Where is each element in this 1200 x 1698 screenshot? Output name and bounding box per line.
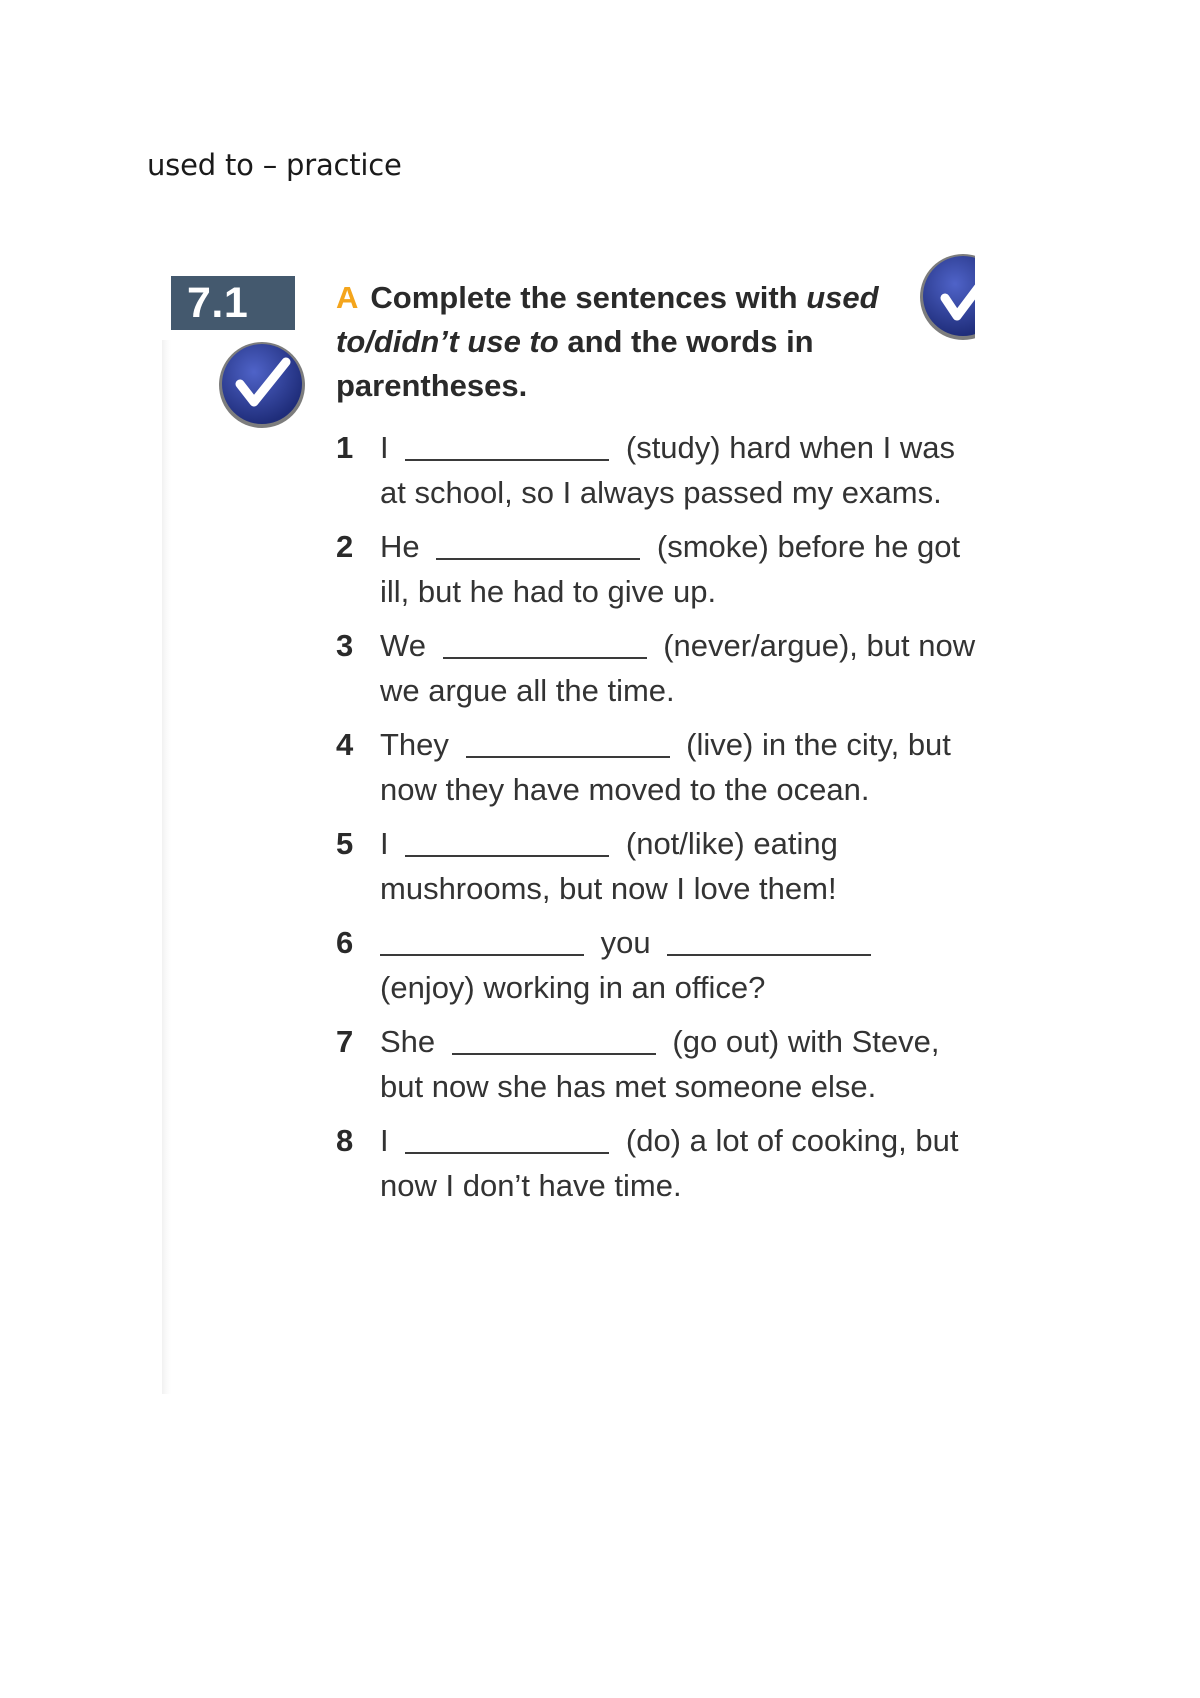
exercise-item-6	[336, 921, 976, 1010]
answer-blank[interactable]	[380, 924, 584, 956]
exercise-item-5	[336, 822, 976, 911]
item-text-before: She	[380, 1024, 436, 1059]
exercise-item-7	[336, 1020, 976, 1109]
checkmark-badge-icon	[216, 338, 308, 430]
answer-blank[interactable]	[405, 429, 609, 461]
exercise-items	[336, 426, 976, 1218]
exercise-instructions	[336, 276, 936, 408]
exercise-item-8	[336, 1119, 976, 1208]
exercise-item-4	[336, 723, 976, 812]
answer-blank[interactable]	[436, 528, 640, 560]
answer-blank[interactable]	[667, 924, 871, 956]
document-title: used to – practice	[147, 148, 402, 182]
instruction-text-2: and the words in parentheses.	[336, 324, 814, 403]
answer-blank[interactable]	[466, 726, 670, 758]
exercise-item-1	[336, 426, 976, 515]
item-number: 1	[336, 430, 354, 465]
item-text-after: (never/argue), but now we argue all the time.	[380, 628, 976, 708]
item-text-before: I	[380, 430, 389, 465]
item-number: 3	[336, 628, 354, 663]
item-number: 4	[336, 727, 354, 762]
item-number: 7	[336, 1024, 354, 1059]
answer-blank[interactable]	[405, 825, 609, 857]
item-text-before: He	[380, 529, 420, 564]
answer-blank[interactable]	[452, 1023, 656, 1055]
exercise-item-2	[336, 525, 976, 614]
item-number: 6	[336, 925, 354, 960]
exercise-panel	[162, 254, 976, 1394]
unit-number-badge: 7.1	[171, 276, 295, 330]
item-text-after: (live) in the city, but now they have moved to the ocean.	[380, 727, 951, 807]
instruction-italic: used to/didn’t use to	[336, 280, 879, 359]
item-text-after: (not/like) eating mushrooms, but now I love them!	[380, 826, 838, 906]
item-text-before: They	[380, 727, 449, 762]
item-number: 8	[336, 1123, 354, 1158]
item-text-after: (go out) with Steve, but now she has met someone else.	[380, 1024, 940, 1104]
panel-shadow-edge	[162, 340, 171, 1394]
item-text-after: (smoke) before he got ill, but he had to give up.	[380, 529, 961, 609]
item-number: 2	[336, 529, 354, 564]
item-text-before: We	[380, 628, 426, 663]
item-number: 5	[336, 826, 354, 861]
item-text-after: (do) a lot of cooking, but now I don’t have time.	[380, 1123, 959, 1203]
item-text-before: I	[380, 826, 389, 861]
exercise-item-3	[336, 624, 976, 713]
answer-blank[interactable]	[405, 1122, 609, 1154]
answer-blank[interactable]	[443, 627, 647, 659]
item-text-middle: you	[600, 925, 651, 960]
item-text-after: (enjoy) working in an office?	[380, 969, 766, 1005]
section-letter: A	[336, 280, 359, 315]
instruction-text-1: Complete the sentences with	[370, 280, 798, 315]
item-text-after: (study) hard when I was at school, so I always passed my exams.	[380, 430, 955, 510]
item-text-before: I	[380, 1123, 389, 1158]
